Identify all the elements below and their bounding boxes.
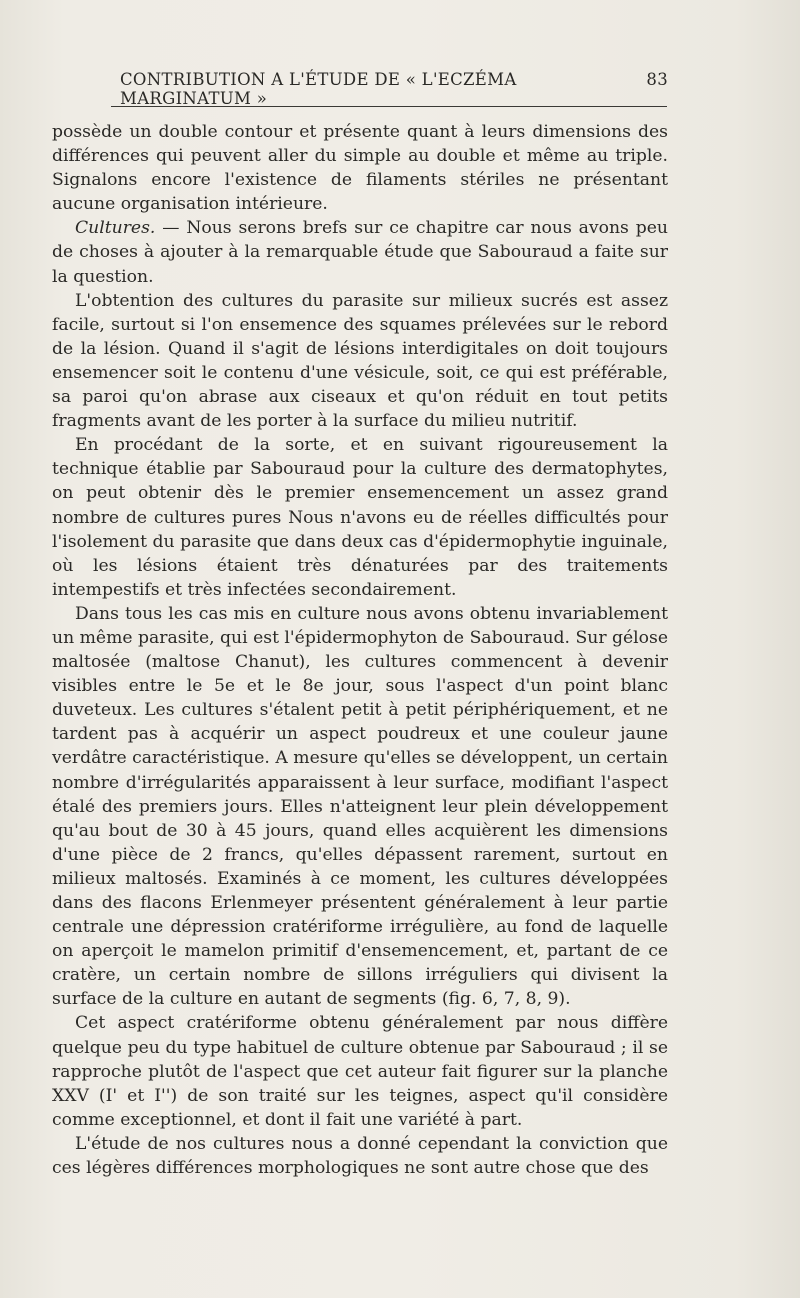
running-title: CONTRIBUTION A L'ÉTUDE DE « L'ECZÉMA MARGINATUM » [120, 70, 517, 108]
paragraph-7: L'étude de nos cultures nous a donné cependant la conviction que ces légères différences morphologiques ne sont autre chose que des [52, 1133, 668, 1179]
paragraph-1: possède un double contour et présente quant à leurs dimensions des différences qui peuvent aller du simple au double et même au triple. Signalons encore l'existence de filaments stériles ne présentant aucune organisation intérieure. [52, 122, 668, 215]
paragraph-4: En procédant de la sorte, et en suivant rigoureusement la technique établie par Sabouraud pour la culture des dermatophytes, on peut obtenir dès le premier ensemencement un assez grand nombre de cultures pures Nous n'avons eu de réelles difficultés pour l'isolement du parasite que dans deux cas d'épidermophytie inguinale, où les lésions étaient très dénaturées par des traitements intempestifs et très infectées secondairement. [52, 435, 668, 600]
paragraph-3: L'obtention des cultures du parasite sur milieux sucrés est assez facile, surtout si l'on ensemence des squames prélevées sur le rebord de la lésion. Quand il s'agit de lésions interdigitales on doit toujours ensemencer soit le contenu d'une vésicule, soit, ce qui est préférable, sa paroi qu'on abrase aux ciseaux et qu'on réduit en tout petits fragments avant de les porter à la surface du milieu nutritif. [52, 290, 668, 432]
running-header [120, 70, 668, 108]
paragraph-6: Cet aspect cratériforme obtenu généralement par nous diffère quelque peu du type habituel de culture obtenue par Sabouraud ; il se rapproche plutôt de l'aspect que cet auteur fait figurer sur la planche XXV (I' et I'') de son traité sur les teignes, aspect qu'il considère comme exceptionnel, et dont il fait une variété à part. [52, 1013, 668, 1130]
paragraph-5: Dans tous les cas mis en culture nous avons obtenu invariablement un même parasite, qui est l'épidermophyton de Sabouraud. Sur gélose maltosée (maltose Chanut), les cultures commencent à devenir visibles entre le 5e et le 8e jour, sous l'aspect d'un point blanc duveteux. Les cultures s'étalent petit à petit périphériquement, et ne tardent pas à acquérir un aspect poudreux et une couleur jaune verdâtre caractéristique. A mesure qu'elles se développent, un certain nombre d'irrégularités apparaissent à leur surface, modifiant l'aspect étalé des premiers jours. Elles n'atteignent leur plein développement qu'au bout de 30 à 45 jours, quand elles acquièrent les dimensions d'une pièce de 2 francs, qu'elles dépassent rarement, surtout en milieux maltosés. Examinés à ce moment, les cultures développées dans des flacons Erlenmeyer présentent généralement à leur partie centrale une dépression cratériforme irrégulière, au fond de laquelle on aperçoit le mamelon primitif d'ensemencement, et, partant de ce cratère, un certain nombre de sillons irréguliers qui divisent la surface de la culture en autant de segments (fig. 6, 7, 8, 9). [52, 603, 669, 1010]
paragraph-2-text: — Nous serons brefs sur ce chapitre car nous avons peu de choses à ajouter à la remarquable étude que Sabouraud a faite sur la question. [52, 218, 668, 287]
section-heading-cultures: Cultures. [75, 218, 156, 239]
body-text [52, 120, 668, 1180]
header-rule [111, 106, 667, 107]
paragraph-2 [52, 216, 668, 288]
page-number: 83 [646, 70, 668, 89]
